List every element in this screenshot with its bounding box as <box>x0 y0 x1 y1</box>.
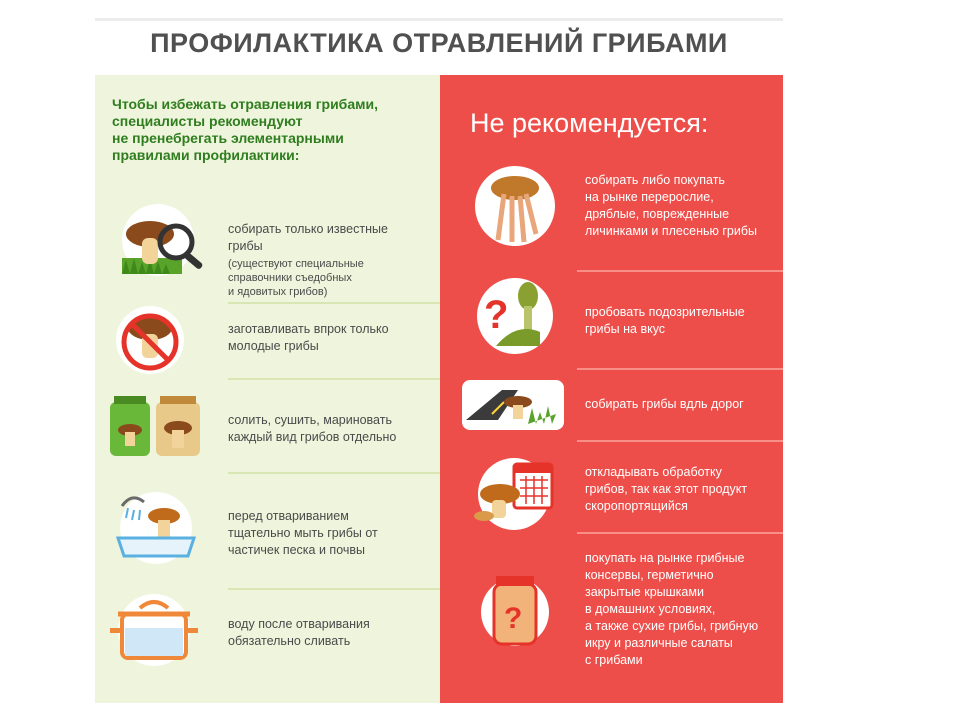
right-item-3-text: собирать грибы вдль дорог <box>585 397 744 411</box>
not-recommended-heading: Не рекомендуется: <box>470 108 709 138</box>
no-old-mushroom-icon <box>112 300 192 378</box>
pot-icon <box>104 588 204 668</box>
right-item-5-text: покупать на рынке грибные консервы, герметично закрытые крышками в домашних условиях, а также сухие грибы, грибную икру и различные салаты с грибами <box>585 551 759 667</box>
jars-icon <box>104 394 214 464</box>
wash-mushroom-icon <box>108 486 204 568</box>
left-item-4-text: перед отвариванием тщательно мыть грибы от частичек песка и почвы <box>228 509 378 557</box>
right-divider-3 <box>577 440 783 442</box>
left-item-5-text: воду после отваривания обязательно сливать <box>228 617 370 648</box>
right-item-4-text: откладывать обработку грибов, так как этот продукт скоропортящийся <box>585 465 748 513</box>
left-divider-3 <box>228 472 440 474</box>
left-divider-4 <box>228 588 440 590</box>
rotten-mushroom-icon <box>470 160 560 252</box>
right-divider-1 <box>577 270 783 272</box>
left-item-1-text <box>228 204 388 316</box>
calendar-mushroom-icon <box>466 456 562 532</box>
left-item-3-text: солить, сушить, мариновать каждый вид грибов отдельно <box>228 413 397 444</box>
question-mushroom-icon <box>470 276 560 356</box>
svg-text:?: ? <box>484 293 509 337</box>
left-item-1-note: (существуют специальные справочники съедобных и ядовитых грибов) <box>228 258 364 298</box>
right-item-1-text: собирать либо покупать на рынке перерослие, дряблые, поврежденные личинками и плесенью грибы <box>585 173 757 238</box>
right-item-2-text: пробовать подозрительные грибы на вкус <box>585 305 745 336</box>
top-rule <box>95 18 783 21</box>
svg-text:?: ? <box>504 602 523 635</box>
intro-text: Чтобы избежать отравления грибами, специалисты рекомендуют не пренебрегать элементарными правилами профилактики: <box>112 96 378 163</box>
right-divider-4 <box>577 532 783 534</box>
magnifier-mushroom-icon <box>110 200 210 282</box>
right-divider-2 <box>577 368 783 370</box>
page-title: ПРОФИЛАКТИКА ОТРАВЛЕНИЙ ГРИБАМИ <box>150 28 728 58</box>
left-item-1-label: собирать только известные грибы <box>228 222 388 253</box>
question-jar-icon <box>480 570 550 654</box>
left-divider-2 <box>228 378 440 380</box>
left-item-2-text: заготавливать впрок только молодые грибы <box>228 322 389 353</box>
left-divider-1 <box>228 302 440 304</box>
road-mushroom-icon <box>462 380 564 430</box>
